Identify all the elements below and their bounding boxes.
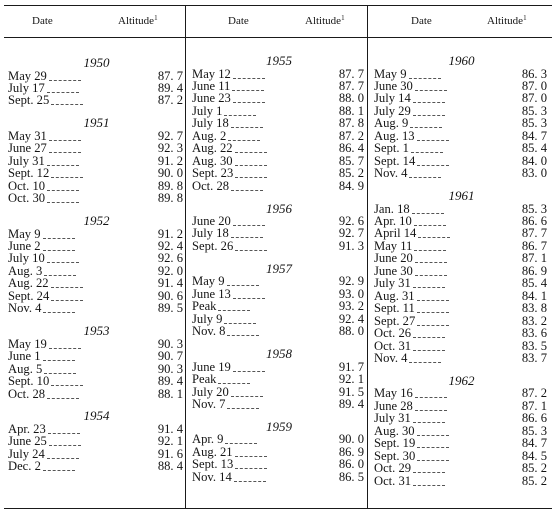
altitude-cell: 85. 3 bbox=[521, 103, 547, 118]
dot-leader bbox=[49, 140, 81, 141]
year-heading: 1960 bbox=[448, 53, 475, 68]
altitude-cell: 87. 1 bbox=[521, 251, 547, 266]
dot-leader bbox=[418, 237, 450, 238]
date-cell: Jan. 18 bbox=[374, 201, 410, 216]
dot-leader bbox=[43, 360, 75, 361]
altitude-cell: 86. 0 bbox=[338, 457, 364, 472]
column-divider bbox=[185, 5, 186, 508]
dot-leader bbox=[415, 410, 447, 411]
date-header: Date bbox=[228, 15, 249, 27]
date-cell: Aug. 3 bbox=[8, 263, 43, 278]
table-row bbox=[8, 302, 183, 315]
dot-leader bbox=[233, 102, 265, 103]
dot-leader bbox=[413, 337, 445, 338]
dot-leader bbox=[227, 335, 259, 336]
dot-leader bbox=[51, 177, 83, 178]
altitude-cell: 87. 2 bbox=[521, 386, 547, 401]
dot-leader bbox=[235, 152, 267, 153]
dot-leader bbox=[417, 312, 449, 313]
date-cell: Peak bbox=[192, 299, 217, 314]
dot-leader bbox=[43, 312, 75, 313]
dot-leader bbox=[51, 385, 83, 386]
year-heading: 1959 bbox=[266, 418, 292, 434]
dot-leader bbox=[417, 325, 449, 326]
date-cell: July 18 bbox=[192, 226, 229, 241]
table-row bbox=[8, 460, 183, 473]
date-cell: July 9 bbox=[192, 311, 223, 326]
dot-leader bbox=[410, 127, 442, 128]
dot-leader bbox=[234, 481, 266, 482]
altitude-cell: 92. 4 bbox=[157, 239, 183, 253]
date-cell: Apr. 9 bbox=[192, 432, 224, 447]
date-cell: Oct. 26 bbox=[374, 326, 412, 341]
date-cell: July 31 bbox=[374, 276, 411, 291]
footnote-mark: 1 bbox=[341, 14, 345, 22]
dot-leader bbox=[413, 115, 445, 116]
altitude-cell: 91. 4 bbox=[157, 421, 183, 436]
altitude-cell: 84. 5 bbox=[521, 448, 547, 463]
table-row bbox=[192, 325, 364, 338]
altitude-cell: 87. 8 bbox=[338, 116, 364, 131]
dot-leader bbox=[227, 408, 259, 409]
dot-leader bbox=[231, 237, 263, 238]
date-cell: Aug. 30 bbox=[192, 153, 233, 168]
date-cell: Peak bbox=[192, 372, 217, 387]
year-heading: 1955 bbox=[266, 53, 292, 68]
altitude-cell: 87. 7 bbox=[338, 78, 364, 93]
altitude-cell: 93. 0 bbox=[338, 286, 364, 301]
date-cell: June 20 bbox=[192, 214, 231, 228]
date-cell: Sept. 26 bbox=[192, 238, 234, 253]
altitude-cell: 87. 1 bbox=[521, 398, 547, 413]
date-cell: Aug. 22 bbox=[8, 276, 49, 291]
year-heading: 1954 bbox=[83, 408, 110, 424]
dot-leader bbox=[233, 225, 265, 226]
dot-leader bbox=[227, 285, 259, 286]
dot-leader bbox=[233, 371, 265, 372]
date-cell: Sept. 27 bbox=[374, 313, 416, 328]
date-cell: Oct. 31 bbox=[374, 338, 412, 353]
altitude-cell: 84. 0 bbox=[521, 153, 547, 168]
date-cell: June 30 bbox=[374, 78, 413, 93]
altitude-cell: 92. 3 bbox=[157, 141, 183, 156]
date-cell: Sept. 10 bbox=[8, 374, 50, 389]
altitude-cell: 92. 6 bbox=[338, 214, 364, 228]
dot-leader bbox=[231, 190, 263, 191]
altitude-header bbox=[487, 15, 527, 27]
dot-leader bbox=[51, 104, 83, 105]
dot-leader bbox=[235, 250, 267, 251]
date-cell: June 23 bbox=[192, 91, 231, 106]
date-cell: June 20 bbox=[374, 251, 413, 266]
altitude-cell: 83. 5 bbox=[521, 338, 547, 353]
altitude-cell: 89. 5 bbox=[157, 301, 183, 316]
date-cell: Apr. 23 bbox=[8, 421, 46, 436]
dot-leader bbox=[414, 250, 446, 251]
dot-leader bbox=[49, 445, 81, 446]
altitude-header bbox=[305, 15, 345, 27]
year-heading: 1952 bbox=[83, 213, 110, 229]
altitude-cell: 89. 4 bbox=[338, 396, 364, 411]
dot-leader bbox=[47, 165, 79, 166]
altitude-cell: 83. 8 bbox=[521, 301, 547, 316]
altitude-cell: 85. 2 bbox=[521, 473, 547, 488]
dot-leader bbox=[409, 177, 441, 178]
date-cell: Sept. 23 bbox=[192, 166, 234, 181]
dot-leader bbox=[224, 323, 256, 324]
date-cell: June 11 bbox=[192, 78, 231, 93]
date-cell: July 31 bbox=[8, 153, 45, 168]
date-cell: May 12 bbox=[192, 66, 231, 81]
altitude-cell: 85. 2 bbox=[521, 461, 547, 476]
date-cell: Nov. 7 bbox=[192, 396, 226, 411]
dot-leader bbox=[233, 298, 265, 299]
year-heading: 1951 bbox=[83, 115, 110, 131]
table-row bbox=[192, 240, 364, 253]
dot-leader bbox=[224, 115, 256, 116]
date-cell: Sept. 24 bbox=[8, 288, 50, 303]
date-cell: June 28 bbox=[374, 398, 413, 413]
dot-leader bbox=[417, 165, 449, 166]
date-cell: July 17 bbox=[8, 80, 45, 95]
date-cell: July 10 bbox=[8, 251, 45, 266]
date-cell: July 18 bbox=[192, 116, 229, 131]
dot-leader bbox=[231, 127, 263, 128]
date-cell: Aug. 21 bbox=[192, 444, 233, 459]
dot-leader bbox=[232, 90, 264, 91]
dot-leader bbox=[235, 468, 267, 469]
dot-leader bbox=[44, 275, 76, 276]
altitude-header-label: Altitude bbox=[305, 15, 342, 27]
date-cell: Aug. 22 bbox=[192, 141, 233, 156]
dot-leader bbox=[414, 225, 446, 226]
altitude-cell: 89. 4 bbox=[157, 80, 183, 95]
altitude-cell: 90. 0 bbox=[157, 166, 183, 181]
altitude-cell: 84. 9 bbox=[338, 178, 364, 193]
date-cell: Aug. 5 bbox=[8, 361, 43, 376]
altitude-cell: 85. 3 bbox=[521, 423, 547, 438]
dot-leader bbox=[409, 78, 441, 79]
date-cell: July 29 bbox=[374, 103, 411, 118]
altitude-cell: 88. 1 bbox=[157, 386, 183, 401]
dot-leader bbox=[417, 435, 449, 436]
dot-leader bbox=[413, 422, 445, 423]
date-cell: May 31 bbox=[8, 128, 47, 143]
altitude-header-label: Altitude bbox=[118, 15, 155, 27]
dot-leader bbox=[411, 152, 443, 153]
dot-leader bbox=[49, 348, 81, 349]
table-row bbox=[374, 352, 547, 365]
dot-leader bbox=[218, 383, 250, 384]
table-row bbox=[192, 471, 364, 484]
altitude-cell: 86. 9 bbox=[338, 444, 364, 459]
date-cell: June 2 bbox=[8, 239, 41, 253]
altitude-cell: 91. 4 bbox=[157, 276, 183, 291]
date-cell: Sept. 25 bbox=[8, 93, 50, 108]
dot-leader bbox=[413, 485, 445, 486]
date-cell: Sept. 30 bbox=[374, 448, 416, 463]
altitude-header-label: Altitude bbox=[487, 15, 524, 27]
dot-leader bbox=[228, 140, 260, 141]
date-cell: Aug. 13 bbox=[374, 128, 415, 143]
year-heading: 1957 bbox=[266, 260, 292, 276]
date-header: Date bbox=[32, 15, 53, 27]
dot-leader bbox=[231, 396, 263, 397]
header-rule bbox=[4, 37, 552, 38]
date-cell: Oct. 29 bbox=[374, 461, 412, 476]
date-cell: Aug. 31 bbox=[374, 288, 415, 303]
table-row bbox=[374, 167, 547, 180]
altitude-cell: 92. 6 bbox=[157, 251, 183, 266]
altitude-cell: 86. 4 bbox=[338, 141, 364, 156]
table-row bbox=[374, 475, 547, 488]
altitude-cell: 87. 0 bbox=[521, 91, 547, 106]
altitude-cell: 89. 8 bbox=[157, 191, 183, 206]
dot-leader bbox=[51, 300, 83, 301]
altitude-cell: 85. 3 bbox=[521, 116, 547, 131]
dot-leader bbox=[43, 238, 75, 239]
altitude-cell: 85. 7 bbox=[338, 153, 364, 168]
date-cell: Oct. 28 bbox=[192, 178, 230, 193]
top-rule bbox=[4, 5, 552, 6]
footnote-mark: 1 bbox=[523, 14, 527, 22]
date-cell: Aug. 9 bbox=[374, 116, 409, 131]
altitude-cell: 91. 6 bbox=[157, 446, 183, 461]
year-heading: 1961 bbox=[448, 188, 475, 204]
dot-leader bbox=[49, 152, 81, 153]
date-cell: June 30 bbox=[374, 263, 413, 278]
dot-leader bbox=[47, 190, 79, 191]
column-divider bbox=[367, 5, 368, 508]
dot-leader bbox=[409, 362, 441, 363]
date-cell: May 19 bbox=[8, 336, 47, 351]
altitude-cell: 85. 4 bbox=[521, 141, 547, 156]
altitude-cell: 90. 6 bbox=[157, 288, 183, 303]
dot-leader bbox=[413, 287, 445, 288]
bottom-rule bbox=[4, 508, 552, 509]
year-heading: 1962 bbox=[448, 372, 475, 388]
date-cell: Apr. 10 bbox=[374, 214, 412, 228]
date-cell: June 1 bbox=[8, 349, 41, 364]
dot-leader bbox=[47, 202, 79, 203]
altitude-cell: 90. 3 bbox=[157, 361, 183, 376]
dot-leader bbox=[43, 250, 75, 251]
date-cell: Sept. 19 bbox=[374, 436, 416, 451]
date-cell: Oct. 28 bbox=[8, 386, 46, 401]
dot-leader bbox=[235, 165, 267, 166]
date-cell: Oct. 31 bbox=[374, 473, 412, 488]
date-cell: May 11 bbox=[374, 238, 413, 253]
dot-leader bbox=[233, 78, 265, 79]
altitude-cell: 87. 7 bbox=[157, 68, 183, 83]
dot-leader bbox=[415, 262, 447, 263]
altitude-cell: 87. 7 bbox=[338, 66, 364, 81]
dot-leader bbox=[415, 397, 447, 398]
altitude-cell: 92. 9 bbox=[338, 274, 364, 289]
altitude-cell: 87. 2 bbox=[157, 93, 183, 108]
date-cell: Aug. 2 bbox=[192, 128, 227, 143]
altitude-cell: 93. 2 bbox=[338, 299, 364, 314]
altitude-cell: 83. 2 bbox=[521, 313, 547, 328]
date-cell: July 31 bbox=[374, 411, 411, 426]
date-cell: July 24 bbox=[8, 446, 45, 461]
date-cell: Nov. 4 bbox=[8, 301, 42, 316]
dot-leader bbox=[417, 447, 449, 448]
altitude-cell: 91. 2 bbox=[157, 153, 183, 168]
date-cell: May 9 bbox=[192, 274, 225, 289]
dot-leader bbox=[47, 92, 79, 93]
date-cell: Nov. 4 bbox=[374, 350, 408, 365]
dot-leader bbox=[415, 90, 447, 91]
date-cell: Aug. 30 bbox=[374, 423, 415, 438]
date-cell: Nov. 14 bbox=[192, 469, 232, 484]
dot-leader bbox=[413, 102, 445, 103]
altitude-cell: 92. 7 bbox=[157, 128, 183, 143]
date-cell: Dec. 2 bbox=[8, 459, 41, 474]
altitude-cell: 92. 1 bbox=[157, 434, 183, 449]
altitude-header bbox=[118, 15, 158, 27]
date-cell: Oct. 30 bbox=[8, 191, 46, 206]
altitude-cell: 86. 9 bbox=[521, 263, 547, 278]
date-cell: June 27 bbox=[8, 141, 47, 156]
altitude-cell: 84. 7 bbox=[521, 128, 547, 143]
date-cell: May 9 bbox=[8, 226, 41, 241]
date-cell: Oct. 10 bbox=[8, 178, 46, 193]
altitude-cell: 92. 0 bbox=[157, 263, 183, 278]
table-row bbox=[8, 94, 183, 107]
date-cell: May 29 bbox=[8, 68, 47, 83]
table-row bbox=[192, 180, 364, 193]
altitude-cell: 86. 7 bbox=[521, 238, 547, 253]
altitude-cell: 88. 0 bbox=[338, 91, 364, 106]
date-cell: Nov. 8 bbox=[192, 324, 226, 339]
altitude-cell: 91. 3 bbox=[338, 238, 364, 253]
altitude-cell: 90. 0 bbox=[338, 432, 364, 447]
table-row bbox=[8, 192, 183, 205]
altitude-cell: 92. 4 bbox=[338, 311, 364, 326]
altitude-cell: 85. 4 bbox=[521, 276, 547, 291]
altitude-cell: 86. 3 bbox=[521, 66, 547, 81]
dot-leader bbox=[48, 433, 80, 434]
dot-leader bbox=[47, 458, 79, 459]
altitude-cell: 86. 6 bbox=[521, 411, 547, 426]
date-cell: July 14 bbox=[374, 91, 411, 106]
dot-leader bbox=[49, 80, 81, 81]
footnote-mark: 1 bbox=[154, 14, 158, 22]
altitude-cell: 90. 3 bbox=[157, 336, 183, 351]
altitude-cell: 83. 7 bbox=[521, 350, 547, 365]
date-cell: May 16 bbox=[374, 386, 413, 401]
altitude-cell: 89. 8 bbox=[157, 178, 183, 193]
altitude-cell: 87. 7 bbox=[521, 226, 547, 241]
date-cell: Sept. 12 bbox=[8, 166, 50, 181]
dot-leader bbox=[417, 460, 449, 461]
altitude-cell: 84. 1 bbox=[521, 288, 547, 303]
year-heading: 1950 bbox=[83, 55, 110, 70]
dot-leader bbox=[417, 300, 449, 301]
altitude-cell: 85. 2 bbox=[338, 166, 364, 181]
date-cell: April 14 bbox=[374, 226, 417, 241]
altitude-cell: 83. 6 bbox=[521, 326, 547, 341]
altitude-cell: 86. 6 bbox=[521, 214, 547, 228]
dot-leader bbox=[51, 287, 83, 288]
dot-leader bbox=[235, 177, 267, 178]
altitude-cell: 91. 5 bbox=[338, 384, 364, 399]
dot-leader bbox=[218, 310, 250, 311]
date-cell: July 20 bbox=[192, 384, 229, 399]
date-cell: June 13 bbox=[192, 286, 231, 301]
dot-leader bbox=[235, 456, 267, 457]
altitude-cell: 86. 5 bbox=[338, 469, 364, 484]
dot-leader bbox=[47, 398, 79, 399]
altitude-cell: 87. 0 bbox=[521, 78, 547, 93]
altitude-cell: 92. 7 bbox=[338, 226, 364, 241]
altitude-cell: 88. 4 bbox=[157, 459, 183, 474]
altitude-cell: 91. 7 bbox=[338, 359, 364, 374]
year-heading: 1956 bbox=[266, 200, 292, 216]
table-row bbox=[192, 398, 364, 411]
dot-leader bbox=[412, 213, 444, 214]
date-cell: May 9 bbox=[374, 66, 407, 81]
altitude-cell: 89. 4 bbox=[157, 374, 183, 389]
dot-leader bbox=[415, 275, 447, 276]
altitude-cell: 85. 3 bbox=[521, 201, 547, 216]
date-cell: Sept. 14 bbox=[374, 153, 416, 168]
altitude-cell: 84. 7 bbox=[521, 436, 547, 451]
dot-leader bbox=[417, 140, 449, 141]
date-cell: June 19 bbox=[192, 359, 231, 374]
year-heading: 1953 bbox=[83, 323, 110, 339]
dot-leader bbox=[413, 472, 445, 473]
date-cell: Sept. 13 bbox=[192, 457, 234, 472]
year-heading: 1958 bbox=[266, 346, 292, 362]
altitude-cell: 88. 1 bbox=[338, 103, 364, 118]
altitude-cell: 91. 2 bbox=[157, 226, 183, 241]
dot-leader bbox=[43, 470, 75, 471]
date-cell: Nov. 4 bbox=[374, 166, 408, 181]
date-cell: Sept. 11 bbox=[374, 301, 415, 316]
altitude-cell: 90. 7 bbox=[157, 349, 183, 364]
altitude-cell: 92. 1 bbox=[338, 372, 364, 387]
altitude-cell: 87. 2 bbox=[338, 128, 364, 143]
altitude-cell: 88. 0 bbox=[338, 324, 364, 339]
dot-leader bbox=[47, 262, 79, 263]
date-header: Date bbox=[411, 15, 432, 27]
date-cell: Sept. 1 bbox=[374, 141, 409, 156]
date-cell: July 1 bbox=[192, 103, 223, 118]
table-row bbox=[8, 388, 183, 401]
dot-leader bbox=[413, 350, 445, 351]
altitude-cell: 83. 0 bbox=[521, 166, 547, 181]
date-cell: June 25 bbox=[8, 434, 47, 449]
